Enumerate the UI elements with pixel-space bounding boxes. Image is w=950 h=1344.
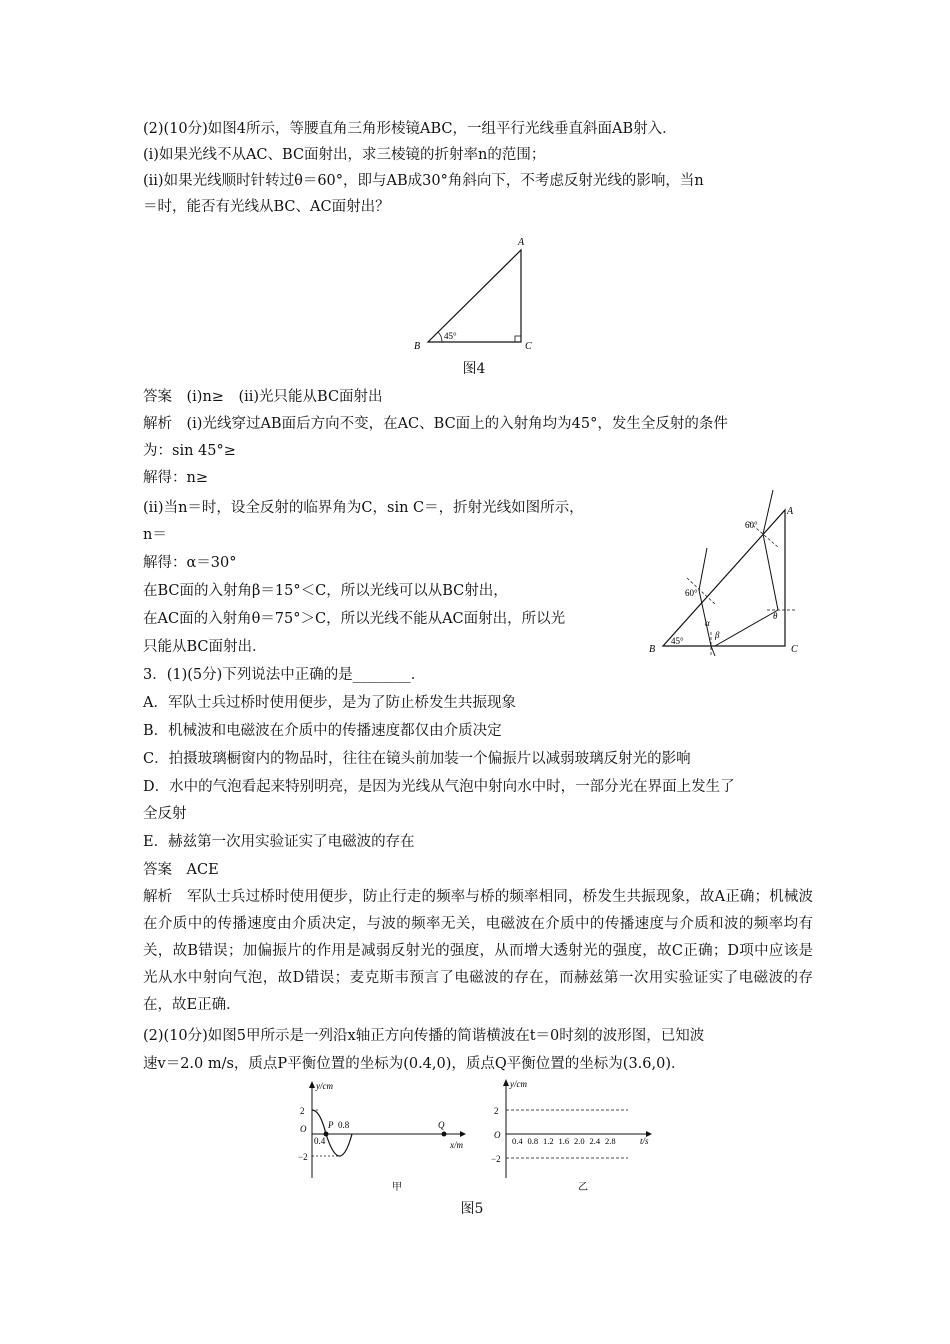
q2-line3: (ⅱ)如果光线顺时针转过θ＝60°，即与AB成30°角斜向下，不考虑反射光线的影响，当n: [143, 173, 704, 189]
ans2-line8: 在BC面的入射角β＝15°＜C，所以光线可以从BC射出，: [143, 583, 508, 599]
q3-option-d-line1: D．水中的气泡看起来特别明亮，是因为光线从气泡中射向水中时，一部分光在界面上发生了: [143, 779, 735, 795]
ray-label-alpha: α: [705, 618, 710, 628]
ray-label-C: C: [791, 644, 798, 655]
ray-label-45: 45°: [671, 636, 684, 646]
graph-jia: [298, 1081, 466, 1193]
q3-option-a: A．军队士兵过桥时使用便步，是为了防止桥发生共振现象: [143, 695, 516, 711]
label-xlabel: x/m: [450, 1140, 463, 1150]
tick-label: 2.4: [589, 1136, 601, 1146]
label-O-left: O: [300, 1124, 307, 1134]
q3-option-d-line2: 全反射: [143, 806, 187, 822]
ans2-line1: 答案 (ⅰ)n≥ (ⅱ)光只能从BC面射出: [143, 389, 383, 405]
right-angle-mark: [515, 336, 521, 342]
ans2-line2: 解析 (ⅰ)光线穿过AB面后方向不变，在AC、BC面上的入射角均为45°，发生全反射的条件: [143, 416, 728, 432]
label-Q: Q: [438, 1120, 445, 1130]
point-Q: [442, 1132, 447, 1137]
figure-ray-diagram: [645, 486, 810, 658]
tick-label: 2.0: [574, 1136, 585, 1146]
q2-line1: (2)(10分)如图4所示，等腰直角三角形棱镜ABC，一组平行光线垂直斜面AB射入．: [143, 121, 677, 137]
label-yi: 乙: [578, 1182, 588, 1193]
label-45: 45°: [444, 331, 457, 341]
label-ylabel-left: y/cm: [316, 1081, 333, 1091]
q3-part2-line1: (2)(10分)如图5甲所示是一列沿x轴正方向传播的简谐横波在t＝0时刻的波形图，已知波: [143, 1028, 705, 1044]
label-B: B: [414, 341, 421, 352]
q3-part2-line2: 速v＝2.0 m/s，质点P平衡位置的坐标为(0.4,0)，质点Q平衡位置的坐标为(3.6,0)．: [143, 1056, 686, 1072]
wave-curve: [312, 1110, 352, 1156]
q3-option-e: E．赫兹第一次用实验证实了电磁波的存在: [143, 834, 415, 850]
label-C: C: [525, 341, 532, 352]
ans2-line3: 为：sin 45°≥: [143, 443, 236, 459]
q3-explanation: 解析 军队士兵过桥时使用便步，防止行走的频率与桥的频率相同，桥发生共振现象，故A正确；机械波在介质中的传播速度由介质决定，与波的频率无关，电磁波在介质中的传播速度与介质和波的频率均有关，故B错误；加偏振片的作用是减弱反射光的强度，从而增大透射光的强度，故C正确；D项中应该是光从水中射向气泡，故D错误；麦克斯韦预言了电磁波的存在，而赫兹第一次用实验证实了电磁波的存在，故E正确．: [143, 889, 813, 1013]
label-P: P: [328, 1120, 334, 1130]
tick-label: 0.4: [512, 1136, 523, 1146]
tick-label: 1.6: [558, 1136, 570, 1146]
ans2-line9: 在AC面的入射角θ＝75°＞C，所以光线不能从AC面射出，所以光: [143, 611, 566, 627]
label-ym2-left: −2: [298, 1152, 308, 1162]
tick-label: 2.8: [605, 1136, 616, 1146]
figure-5-caption: 图5: [460, 1201, 484, 1217]
ray-label-A: A: [787, 506, 794, 517]
ray-label-beta: β: [715, 630, 720, 640]
prism-outline: [663, 510, 785, 646]
q3-option-c: C．拍摄玻璃橱窗内的物品时，往往在镜头前加装一个偏振片以减弱玻璃反射光的影响: [143, 751, 691, 767]
label-y2-left: 2: [300, 1106, 305, 1116]
ray-label-60b: 60°: [685, 588, 698, 598]
label-ym2-right: −2: [491, 1154, 501, 1164]
figure-5-wave-graphs: [298, 1078, 658, 1196]
ans2-line7: 解得：α＝30°: [143, 555, 237, 571]
q3-option-b: B．机械波和电磁波在介质中的传播速度都仅由介质决定: [143, 723, 502, 739]
tick-label: 0.8: [527, 1136, 539, 1146]
angle-arc: [438, 332, 442, 342]
label-y2-right: 2: [494, 1106, 499, 1116]
label-x08: 0.8: [338, 1120, 350, 1130]
label-jia: 甲: [392, 1182, 402, 1193]
label-O-right: O: [494, 1130, 501, 1140]
tick-label: 1.2: [543, 1136, 554, 1146]
label-A: A: [518, 237, 525, 248]
ray-label-60a: 60°: [745, 520, 758, 530]
q3-answer: 答案 ACE: [143, 862, 219, 878]
q2-line4: ＝时，能否有光线从BC、AC面射出？: [143, 199, 390, 215]
label-tlabel: t/s: [640, 1136, 649, 1146]
figure-4-caption: 图4: [462, 361, 486, 377]
label-ylabel-right: y/cm: [510, 1079, 527, 1089]
ray-label-theta: θ: [773, 611, 778, 621]
figure-4-prism: [406, 232, 546, 354]
graph-yi: [491, 1079, 652, 1193]
ans2-line5: (ⅱ)当n＝时，设全反射的临界角为C，sin C＝，折射光线如图所示，: [143, 500, 584, 516]
ray-label-B: B: [649, 644, 656, 655]
q3-stem: 3．(1)(5分)下列说法中正确的是________．: [143, 667, 426, 683]
prism-triangle: [428, 250, 521, 342]
q2-line2: (ⅰ)如果光线不从AC、BC面射出，求三棱镜的折射率n的范围；: [143, 147, 546, 163]
ans2-line10: 只能从BC面射出．: [143, 639, 267, 655]
ans2-line4: 解得：n≥: [143, 470, 208, 486]
label-x04: 0.4: [314, 1136, 326, 1146]
ans2-line6: n＝: [143, 527, 167, 543]
